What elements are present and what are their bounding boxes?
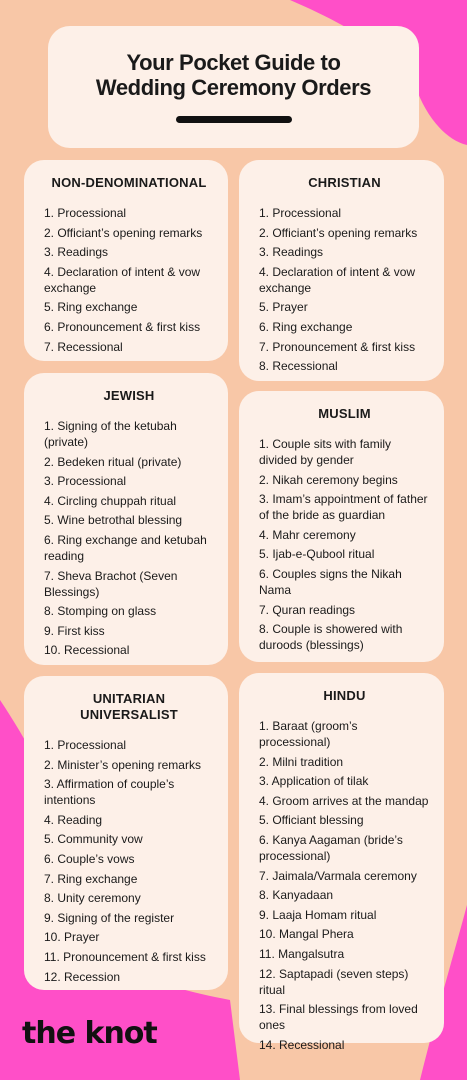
- list-item: 3. Affirmation of couple’s intentions: [44, 777, 175, 808]
- list-item: 2. Bedeken ritual (private): [44, 454, 182, 469]
- list-item: 4. Groom arrives at the mandap: [259, 793, 429, 808]
- ceremony-list: [259, 436, 430, 653]
- list-item: 12. Recession: [44, 969, 121, 984]
- list-item: 2. Officiant’s opening remarks: [259, 225, 418, 240]
- list-item: 3. Readings: [259, 245, 324, 260]
- ceremony-list: [259, 205, 430, 374]
- list-item: 9. Laaja Homam ritual: [259, 907, 377, 922]
- list-item: 11. Pronouncement & first kiss: [44, 949, 206, 964]
- card-title: UNITARIAN UNIVERSALIST: [80, 691, 178, 722]
- list-item: 8. Recessional: [259, 359, 338, 374]
- list-item: 7. Sheva Brachot (Seven Blessings): [44, 568, 178, 599]
- list-item: 10. Recessional: [44, 643, 130, 658]
- list-item: 10. Mangal Phera: [259, 927, 354, 942]
- list-item: 13. Final blessings from loved ones: [259, 1002, 418, 1033]
- list-item: 10. Prayer: [44, 930, 100, 945]
- list-item: 7. Quran readings: [259, 602, 356, 617]
- list-item: 6. Couple’s vows: [44, 851, 135, 866]
- list-item: 8. Stomping on glass: [44, 604, 157, 619]
- card-title: NON-DENOMINATIONAL: [51, 175, 207, 190]
- list-item: 1. Processional: [44, 206, 127, 220]
- list-item: 1. Signing of the ketubah (private): [44, 419, 177, 449]
- list-item: 4. Mahr ceremony: [259, 527, 356, 542]
- list-item: 8. Unity ceremony: [44, 891, 141, 906]
- list-item: 7. Ring exchange: [44, 871, 138, 886]
- list-item: 1. Couple sits with family divided by gender: [259, 437, 392, 467]
- list-item: 6. Couples signs the Nikah Nama: [259, 566, 402, 597]
- list-item: 6. Pronouncement & first kiss: [44, 319, 201, 334]
- card-jewish: [24, 373, 228, 665]
- ceremony-list: [44, 418, 214, 658]
- list-item: 5. Officiant blessing: [259, 813, 364, 828]
- card-title: HINDU: [323, 688, 366, 703]
- list-item: 3. Imam’s appointment of father of the bride as guardian: [259, 492, 428, 523]
- list-item: 5. Ring exchange: [44, 300, 138, 315]
- card-title: JEWISH: [103, 388, 155, 403]
- list-item: 6. Kanya Aagaman (bride’s processional): [259, 832, 403, 863]
- title-card: [48, 26, 419, 148]
- title-line-2: Wedding Ceremony Orders: [95, 75, 372, 100]
- card-title: CHRISTIAN: [308, 175, 381, 190]
- list-item: 4. Declaration of intent & vow exchange: [259, 264, 416, 295]
- list-item: 11. Mangalsutra: [259, 946, 345, 961]
- list-item: 1. Processional: [259, 206, 342, 220]
- card-title: MUSLIM: [318, 406, 371, 421]
- list-item: 3. Application of tilak: [259, 774, 369, 789]
- list-item: 8. Couple is showered with duroods (blessings): [259, 622, 403, 653]
- the-knot-logo: the knot: [22, 1016, 157, 1051]
- title-underline: [176, 116, 292, 123]
- list-item: 12. Saptapadi (seven steps) ritual: [259, 966, 409, 997]
- list-item: 2. Nikah ceremony begins: [259, 472, 398, 487]
- list-item: 3. Processional: [44, 474, 127, 489]
- list-item: 1. Processional: [44, 738, 127, 752]
- list-item: 4. Reading: [44, 812, 103, 827]
- list-item: 5. Ijab-e-Qubool ritual: [259, 547, 375, 562]
- list-item: 2. Officiant’s opening remarks: [44, 225, 203, 240]
- list-item: 5. Wine betrothal blessing: [44, 513, 183, 528]
- list-item: 6. Ring exchange: [259, 319, 353, 334]
- card-hindu: [239, 673, 444, 1052]
- list-item: 7. Pronouncement & first kiss: [259, 339, 416, 354]
- list-item: 1. Baraat (groom’s processional): [259, 719, 358, 749]
- ceremony-list: [44, 737, 214, 985]
- list-item: 9. Signing of the register: [44, 910, 175, 925]
- card-non-denominational: [24, 160, 228, 361]
- list-item: 4. Declaration of intent & vow exchange: [44, 264, 201, 295]
- page-title: [48, 50, 419, 100]
- list-item: 2. Milni tradition: [259, 754, 344, 769]
- list-item: 5. Prayer: [259, 300, 308, 315]
- list-item: 8. Kanyadaan: [259, 888, 334, 903]
- card-muslim: [239, 391, 444, 662]
- list-item: 6. Ring exchange and ketubah reading: [44, 532, 207, 563]
- ceremony-list: [259, 718, 430, 1053]
- list-item: 7. Jaimala/Varmala ceremony: [259, 868, 417, 883]
- list-item: 7. Recessional: [44, 339, 123, 354]
- list-item: 3. Readings: [44, 245, 109, 260]
- card-christian: [239, 160, 444, 381]
- list-item: 2. Minister’s opening remarks: [44, 757, 201, 772]
- list-item: 14. Recessional: [259, 1037, 345, 1052]
- list-item: 9. First kiss: [44, 623, 105, 638]
- list-item: 4. Circling chuppah ritual: [44, 493, 177, 508]
- ceremony-list: [44, 205, 214, 355]
- list-item: 5. Community vow: [44, 832, 143, 847]
- card-unitarian-universalist: [24, 676, 228, 990]
- title-line-1: Your Pocket Guide to: [126, 50, 341, 75]
